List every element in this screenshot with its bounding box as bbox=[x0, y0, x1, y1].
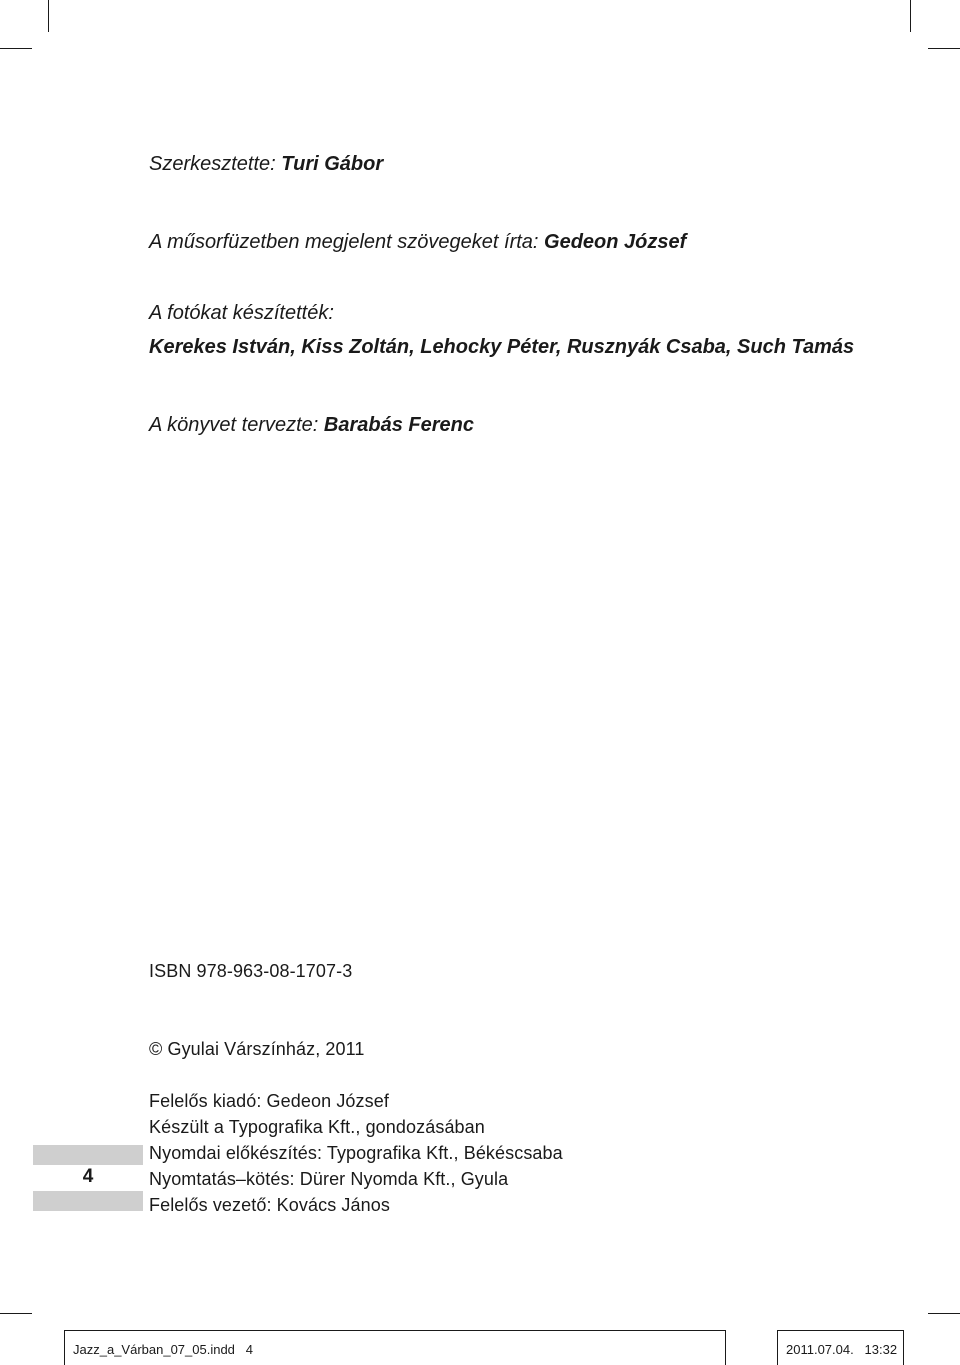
photos-label: A fotókat készítették: bbox=[149, 302, 334, 324]
crop-mark-top-left-horizontal bbox=[0, 48, 32, 49]
slug-timestamp: 2011.07.04. 13:32 bbox=[786, 1342, 898, 1357]
colophon-publisher: Felelős kiadó: Gedeon József bbox=[149, 1091, 389, 1111]
editor-credit bbox=[149, 153, 383, 176]
page-tab-bottom-bar bbox=[33, 1191, 143, 1211]
photographers-line bbox=[149, 336, 854, 359]
page-tab-top-bar bbox=[33, 1145, 143, 1165]
photographers-names: Kerekes István, Kiss Zoltán, Lehocky Péter, Rusznyák Csaba, Such Tamás bbox=[149, 336, 855, 358]
crop-mark-top-right-vertical bbox=[910, 0, 911, 32]
crop-mark-bottom-right-horizontal bbox=[928, 1313, 960, 1314]
isbn: ISBN 978-963-08-1707-3 bbox=[149, 961, 353, 981]
crop-mark-top-left-vertical bbox=[48, 0, 49, 32]
designer-name: Barabás Ferenc bbox=[323, 414, 474, 436]
editor-name: Turi Gábor bbox=[281, 153, 384, 175]
colophon-printing: Nyomtatás–kötés: Dürer Nyomda Kft., Gyula bbox=[149, 1169, 509, 1189]
slug-timestamp-box bbox=[777, 1330, 904, 1365]
copyright: © Gyulai Várszínház, 2011 bbox=[149, 1039, 365, 1059]
slug-file bbox=[64, 1330, 726, 1365]
texts-credit bbox=[149, 231, 686, 254]
crop-mark-bottom-left-horizontal bbox=[0, 1313, 32, 1314]
texts-label: A műsorfüzetben megjelent szövegeket írta: bbox=[149, 231, 539, 253]
crop-mark-top-right-horizontal bbox=[928, 48, 960, 49]
slug-file-name: Jazz_a_Várban_07_05.indd 4 bbox=[73, 1342, 253, 1357]
texts-author: Gedeon József bbox=[544, 231, 687, 253]
design-label: A könyvet tervezte: bbox=[149, 414, 319, 436]
photos-label-line bbox=[149, 302, 334, 325]
colophon-prepress: Nyomdai előkészítés: Typografika Kft., Békéscsaba bbox=[149, 1143, 563, 1163]
colophon-produced: Készült a Typografika Kft., gondozásában bbox=[149, 1117, 485, 1137]
colophon-manager: Felelős vezető: Kovács János bbox=[149, 1195, 390, 1215]
page-number: 4 bbox=[82, 1166, 94, 1187]
editor-label: Szerkesztette: bbox=[149, 153, 276, 175]
design-credit bbox=[149, 414, 474, 437]
